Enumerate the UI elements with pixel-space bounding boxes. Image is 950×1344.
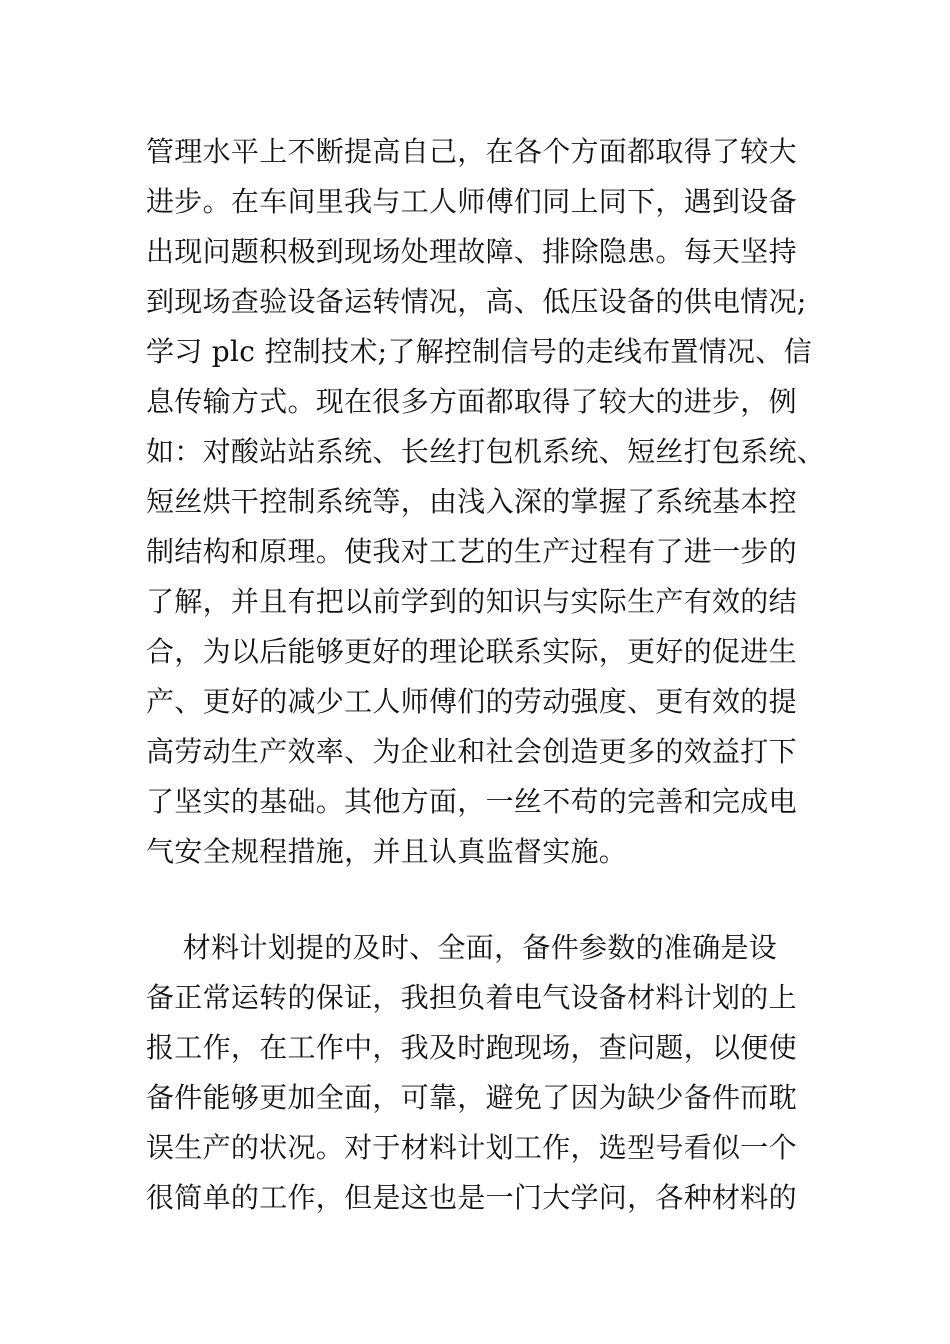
text-line: 短丝烘干控制系统等，由浅入深的掌握了系统基本控: [146, 485, 797, 518]
paragraph-1: [146, 127, 825, 877]
text-line: 合，为以后能够更好的理论联系实际，更好的促进生: [146, 635, 797, 668]
text-line: 到现场查验设备运转情况，高、低压设备的供电情况;: [146, 285, 807, 318]
text-line: 学习 plc 控制技术;了解控制信号的走线布置情况、信: [146, 335, 812, 368]
paragraph-2: [146, 923, 797, 1223]
text-line: 报工作，在工作中，我及时跑现场，查问题，以便使: [146, 1031, 797, 1064]
text-line: 备正常运转的保证，我担负着电气设备材料计划的上: [146, 981, 797, 1014]
text-line: 如：对酸站站系统、长丝打包机系统、短丝打包系统、: [146, 435, 826, 468]
text-line: 制结构和原理。使我对工艺的生产过程有了进一步的: [146, 535, 797, 568]
text-line: 进步。在车间里我与工人师傅们同上同下，遇到设备: [146, 185, 797, 218]
text-line: 很简单的工作，但是这也是一门大学问，各种材料的: [146, 1181, 797, 1214]
text-line: 材料计划提的及时、全面，备件参数的准确是设: [146, 931, 778, 964]
text-line: 了解，并且有把以前学到的知识与实际生产有效的结: [146, 585, 797, 618]
text-line: 气安全规程措施，并且认真监督实施。: [146, 835, 628, 868]
text-line: 了坚实的基础。其他方面，一丝不苟的完善和完成电: [146, 785, 797, 818]
text-line: 息传输方式。现在很多方面都取得了较大的进步，例: [146, 385, 797, 418]
text-line: 误生产的状况。对于材料计划工作，选型号看似一个: [146, 1131, 797, 1164]
text-line: 出现问题积极到现场处理故障、排除隐患。每天坚持: [146, 235, 797, 268]
text-line: 高劳动生产效率、为企业和社会创造更多的效益打下: [146, 735, 797, 768]
text-line: 管理水平上不断提高自己，在各个方面都取得了较大: [146, 135, 797, 168]
text-line: 备件能够更加全面，可靠，避免了因为缺少备件而耽: [146, 1081, 797, 1114]
text-line: 产、更好的减少工人师傅们的劳动强度、更有效的提: [146, 685, 797, 718]
